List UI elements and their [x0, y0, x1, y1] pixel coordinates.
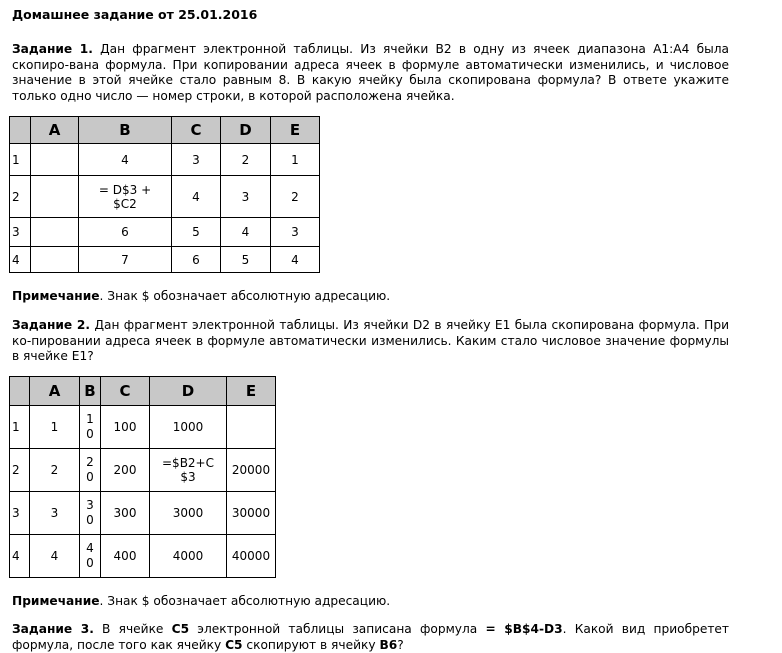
cell: 2 — [271, 176, 320, 218]
task1-table — [9, 116, 320, 273]
corner-cell — [10, 377, 30, 406]
cell: 2 — [221, 144, 271, 176]
formula: = $B$4-D3 — [485, 622, 563, 636]
note1 — [12, 289, 390, 303]
col-header: A — [30, 377, 80, 406]
col-header: E — [271, 117, 320, 144]
task3-text: ? — [397, 637, 404, 652]
narrow-cell: 30 — [80, 492, 101, 535]
cell: 1 — [30, 406, 80, 449]
cell: 5 — [221, 247, 271, 273]
task2-text: Дан фрагмент электронной таблицы. Из ячейки D2 в ячейку E1 была скопирована формула. При ко-пировании адреса ячеек в формуле автоматически изменились. Каким стало числовое значение формулы в ячейке E1? — [12, 318, 729, 363]
narrow-cell: 40 — [80, 535, 101, 578]
cell: 3 — [30, 492, 80, 535]
task2-paragraph — [12, 318, 729, 365]
task2-table — [9, 376, 276, 578]
task1-text: Дан фрагмент электронной таблицы. Из ячейки B2 в одну из ячеек диапазона A1:A4 была скопиро-вана формула. При копировании адреса ячеек в формуле автоматически изменились, и числовое значение в этой ячейке стало равным 8. В какую ячейку была скопирована формула? В ответе укажите только одно число — номер строки, в которой расположена ячейка. — [12, 42, 729, 103]
cell: 40000 — [227, 535, 276, 578]
cell — [227, 406, 276, 449]
cell: 300 — [101, 492, 150, 535]
col-header: B — [79, 117, 172, 144]
cell: 4000 — [150, 535, 227, 578]
task2-label: Задание 2. — [12, 318, 91, 332]
cell: 6 — [79, 218, 172, 247]
note1-text: . Знак $ обозначает абсолютную адресацию. — [99, 289, 391, 303]
row-header: 2 — [10, 176, 31, 218]
task1-label: Задание 1. — [12, 42, 93, 56]
note2-text: . Знак $ обозначает абсолютную адресацию. — [99, 594, 391, 608]
table-row — [10, 535, 276, 578]
col-header: D — [221, 117, 271, 144]
cell: 4 — [30, 535, 80, 578]
cell: 5 — [172, 218, 221, 247]
table-row — [10, 247, 320, 273]
cell: 4 — [271, 247, 320, 273]
cell: 3000 — [150, 492, 227, 535]
cell-ref: C5 — [171, 622, 190, 636]
cell: 20000 — [227, 449, 276, 492]
cell: 3 — [271, 218, 320, 247]
task1-paragraph — [12, 42, 729, 104]
task3-text: . Какой вид приобретет формула, после того как ячейку — [12, 622, 730, 652]
cell: 2 — [30, 449, 80, 492]
cell: 3 — [172, 144, 221, 176]
table-row — [10, 492, 276, 535]
cell — [31, 176, 79, 218]
col-header: D — [150, 377, 227, 406]
task3-paragraph — [12, 622, 729, 653]
cell — [31, 218, 79, 247]
table-row — [10, 218, 320, 247]
cell-ref: C5 — [225, 637, 243, 652]
col-header: E — [227, 377, 276, 406]
row-header: 1 — [10, 406, 30, 449]
task3-text: В ячейке — [93, 622, 172, 636]
cell: 4 — [221, 218, 271, 247]
col-header: A — [31, 117, 79, 144]
cell: 1000 — [150, 406, 227, 449]
row-header: 2 — [10, 449, 30, 492]
cell — [31, 247, 79, 273]
cell: 3 — [221, 176, 271, 218]
narrow-cell: 10 — [80, 406, 101, 449]
note2 — [12, 594, 390, 608]
row-header: 3 — [10, 492, 30, 535]
note1-label: Примечание — [12, 289, 100, 303]
cell: 6 — [172, 247, 221, 273]
task3-label: Задание 3. — [12, 622, 94, 636]
task3-text: скопируют в ячейку — [242, 637, 380, 652]
row-header: 4 — [10, 247, 31, 273]
cell: 1 — [271, 144, 320, 176]
narrow-cell: 20 — [80, 449, 101, 492]
cell: 400 — [101, 535, 150, 578]
note2-label: Примечание — [12, 594, 100, 608]
row-header: 1 — [10, 144, 31, 176]
cell-ref: B6 — [379, 637, 398, 652]
table-row — [10, 144, 320, 176]
cell: 30000 — [227, 492, 276, 535]
corner-cell — [10, 117, 31, 144]
formula-cell: = D$3 + $C2 — [79, 176, 172, 218]
table-row — [10, 406, 276, 449]
col-header: C — [172, 117, 221, 144]
formula-cell: =$B2+C$3 — [150, 449, 227, 492]
table-row — [10, 176, 320, 218]
row-header: 3 — [10, 218, 31, 247]
cell — [31, 144, 79, 176]
cell: 4 — [79, 144, 172, 176]
col-header: B — [80, 377, 101, 406]
page-title: Домашнее задание от 25.01.2016 — [12, 7, 258, 22]
cell: 200 — [101, 449, 150, 492]
task3-text: электронной таблицы записана формула — [189, 622, 486, 636]
col-header: C — [101, 377, 150, 406]
cell: 7 — [79, 247, 172, 273]
cell: 4 — [172, 176, 221, 218]
table-row — [10, 449, 276, 492]
cell: 100 — [101, 406, 150, 449]
row-header: 4 — [10, 535, 30, 578]
